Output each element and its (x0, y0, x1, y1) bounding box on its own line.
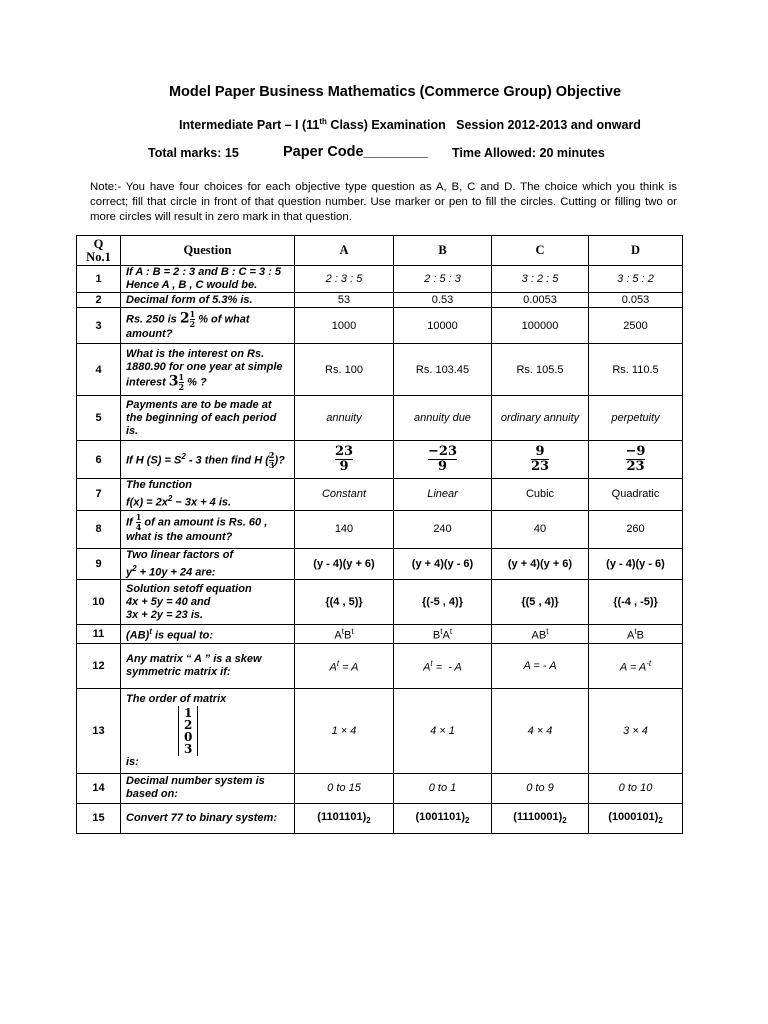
option-a[interactable]: 2 : 3 : 5 (295, 266, 394, 293)
question-number: 14 (77, 773, 121, 803)
table-row (77, 396, 683, 441)
option-c[interactable]: $(1110001)_2$ (492, 803, 589, 833)
option-b[interactable]: (y + 4)(y - 6) (394, 548, 492, 580)
option-a[interactable]: $\frac{23}{9}$ (295, 441, 394, 479)
table-row (77, 688, 683, 773)
option-c[interactable]: $\frac{9}{23}$ (492, 441, 589, 479)
question-number: 8 (77, 510, 121, 548)
table-row (77, 293, 683, 308)
question-number: 15 (77, 803, 121, 833)
option-b[interactable]: Rs. 103.45 (394, 344, 492, 396)
option-d[interactable]: {(-4 , -5)} (589, 580, 683, 625)
option-a[interactable]: 0 to 15 (295, 773, 394, 803)
option-b[interactable]: $A^t$ = - A (394, 643, 492, 688)
option-d-header: D (589, 236, 683, 266)
option-c[interactable]: 4 × 4 (492, 688, 589, 773)
question-number: 5 (77, 396, 121, 441)
option-d[interactable]: 3 : 5 : 2 (589, 266, 683, 293)
option-c[interactable]: (y + 4)(y + 6) (492, 548, 589, 580)
option-d[interactable]: $A = A^{-t}$ (589, 643, 683, 688)
option-c[interactable]: 100000 (492, 308, 589, 344)
option-c[interactable]: ordinary annuity (492, 396, 589, 441)
option-b[interactable]: Linear (394, 479, 492, 511)
table-row (77, 548, 683, 580)
option-d[interactable]: $\frac{-9}{23}$ (589, 441, 683, 479)
option-d[interactable]: perpetuity (589, 396, 683, 441)
table-row (77, 266, 683, 293)
option-c-header: C (492, 236, 589, 266)
question-number: 2 (77, 293, 121, 308)
question-text: Decimal form of 5.3% is. (121, 293, 295, 308)
question-text: The function $f(x) = 2x^2 - 3x + 4$ is. (121, 479, 295, 511)
option-a[interactable]: 1000 (295, 308, 394, 344)
question-text: If A : B = 2 : 3 and B : C = 3 : 5 Hence A , B , C would be. (121, 266, 295, 293)
table-row (77, 479, 683, 511)
option-b[interactable]: $B^tA^t$ (394, 625, 492, 644)
table-row (77, 441, 683, 479)
option-b[interactable]: 0.53 (394, 293, 492, 308)
option-b[interactable]: 4 × 1 (394, 688, 492, 773)
question-number: 3 (77, 308, 121, 344)
table-row (77, 643, 683, 688)
questions-table (76, 235, 683, 834)
table-row (77, 510, 683, 548)
option-d[interactable]: (y - 4)(y - 6) (589, 548, 683, 580)
question-text: What is the interest on Rs. 1880.90 for one year at simple interest 3 $\frac{1}{2}$ % ? (121, 344, 295, 396)
qno-header: Q No.1 (77, 236, 121, 266)
question-text: Any matrix “ A ” is a skew symmetric matrix if: (121, 643, 295, 688)
option-c[interactable]: Cubic (492, 479, 589, 511)
option-c[interactable]: 3 : 2 : 5 (492, 266, 589, 293)
question-text: (AB)$^t$ is equal to: (121, 625, 295, 644)
option-a[interactable]: (y - 4)(y + 6) (295, 548, 394, 580)
table-row (77, 625, 683, 644)
option-c[interactable]: {(5 , 4)} (492, 580, 589, 625)
fraction: $\frac{2}{3}$ (268, 450, 275, 471)
option-c[interactable]: Rs. 105.5 (492, 344, 589, 396)
option-b[interactable]: 240 (394, 510, 492, 548)
question-text: The order of matrix 1 2 0 3 is: (121, 688, 295, 773)
total-marks: Total marks: 15 (148, 146, 239, 160)
fraction: $\frac{1}{4}$ (135, 512, 142, 533)
paper-title: Model Paper Business Mathematics (Commerce Group) Objective (168, 84, 622, 100)
fraction: $\frac{1}{2}$ (178, 372, 185, 392)
question-text: Solution setoff equation 4x + 5y = 40 and 3x + 2y = 23 is. (121, 580, 295, 625)
option-c[interactable]: 40 (492, 510, 589, 548)
option-d[interactable]: 3 × 4 (589, 688, 683, 773)
option-a[interactable]: $A^t = A$ (295, 643, 394, 688)
option-b[interactable]: $(1001101)_2$ (394, 803, 492, 833)
option-a[interactable]: 140 (295, 510, 394, 548)
question-number: 7 (77, 479, 121, 511)
question-text: If $\frac{1}{4}$ of an amount is Rs. 60 , what is the amount? (121, 510, 295, 548)
question-number: 9 (77, 548, 121, 580)
instructions-note: Note:- You have four choices for each objective type question as A, B, C and D. The choice which you think is correct; fill that circle in front of that question number. Use marker or pen to fill the circles. Cutting or filling two or more circles will result in zero mark in that question. (90, 181, 677, 223)
question-number: 12 (77, 643, 121, 688)
table-header-row (77, 236, 683, 266)
option-a[interactable]: 1 × 4 (295, 688, 394, 773)
option-b[interactable]: 2 : 5 : 3 (394, 266, 492, 293)
question-text: Convert 77 to binary system: (121, 803, 295, 833)
question-text: If H $(S) = S^2 - 3$ then find H ( $\frac{2}{3}$ )? (121, 441, 295, 479)
option-d[interactable]: 0.053 (589, 293, 683, 308)
question-text: Decimal number system is based on: (121, 773, 295, 803)
option-d[interactable]: Rs. 110.5 (589, 344, 683, 396)
table-row (77, 308, 683, 344)
option-d[interactable]: $(1000101)_2$ (589, 803, 683, 833)
option-a[interactable]: $A^tB^t$ (295, 625, 394, 644)
option-b[interactable]: 10000 (394, 308, 492, 344)
table-row (77, 580, 683, 625)
option-a[interactable]: Constant (295, 479, 394, 511)
option-d[interactable]: 0 to 10 (589, 773, 683, 803)
option-b[interactable]: 0 to 1 (394, 773, 492, 803)
question-text: Payments are to be made at the beginning of each period is. (121, 396, 295, 441)
paper-subtitle: Intermediate Part – I (11th Class) Examination Session 2012-2013 and onward (179, 117, 641, 133)
question-number: 10 (77, 580, 121, 625)
table-row (77, 344, 683, 396)
column-matrix: 1 2 0 3 (178, 706, 198, 756)
option-d[interactable]: Quadratic (589, 479, 683, 511)
question-number: 13 (77, 688, 121, 773)
option-c[interactable]: $AB^t$ (492, 625, 589, 644)
fraction: $\frac{1}{2}$ (189, 308, 196, 329)
question-header: Question (121, 236, 295, 266)
option-b[interactable]: {(-5 , 4)} (394, 580, 492, 625)
question-number: 11 (77, 625, 121, 644)
option-a[interactable]: annuity (295, 396, 394, 441)
option-a[interactable]: 53 (295, 293, 394, 308)
option-c[interactable]: 0 to 9 (492, 773, 589, 803)
option-b[interactable]: annuity due (394, 396, 492, 441)
option-c[interactable]: A = - A (492, 643, 589, 688)
paper-code: Paper Code________ (283, 144, 429, 160)
option-a[interactable]: Rs. 100 (295, 344, 394, 396)
question-text: Rs. 250 is 2 $\frac{1}{2}$ % of what amount? (121, 308, 295, 344)
option-a[interactable]: $(1101101)_2$ (295, 803, 394, 833)
option-c[interactable]: 0.0053 (492, 293, 589, 308)
table-row (77, 803, 683, 833)
option-a-header: A (295, 236, 394, 266)
question-text: Two linear factors of $y^2 + 10y + 24$ are: (121, 548, 295, 580)
option-b[interactable]: $\frac{-23}{9}$ (394, 441, 492, 479)
question-number: 4 (77, 344, 121, 396)
table-row (77, 773, 683, 803)
option-b-header: B (394, 236, 492, 266)
option-d[interactable]: $A^tB$ (589, 625, 683, 644)
option-d[interactable]: 2500 (589, 308, 683, 344)
time-allowed: Time Allowed: 20 minutes (452, 146, 605, 160)
question-number: 6 (77, 441, 121, 479)
option-a[interactable]: {(4 , 5)} (295, 580, 394, 625)
question-number: 1 (77, 266, 121, 293)
option-d[interactable]: 260 (589, 510, 683, 548)
